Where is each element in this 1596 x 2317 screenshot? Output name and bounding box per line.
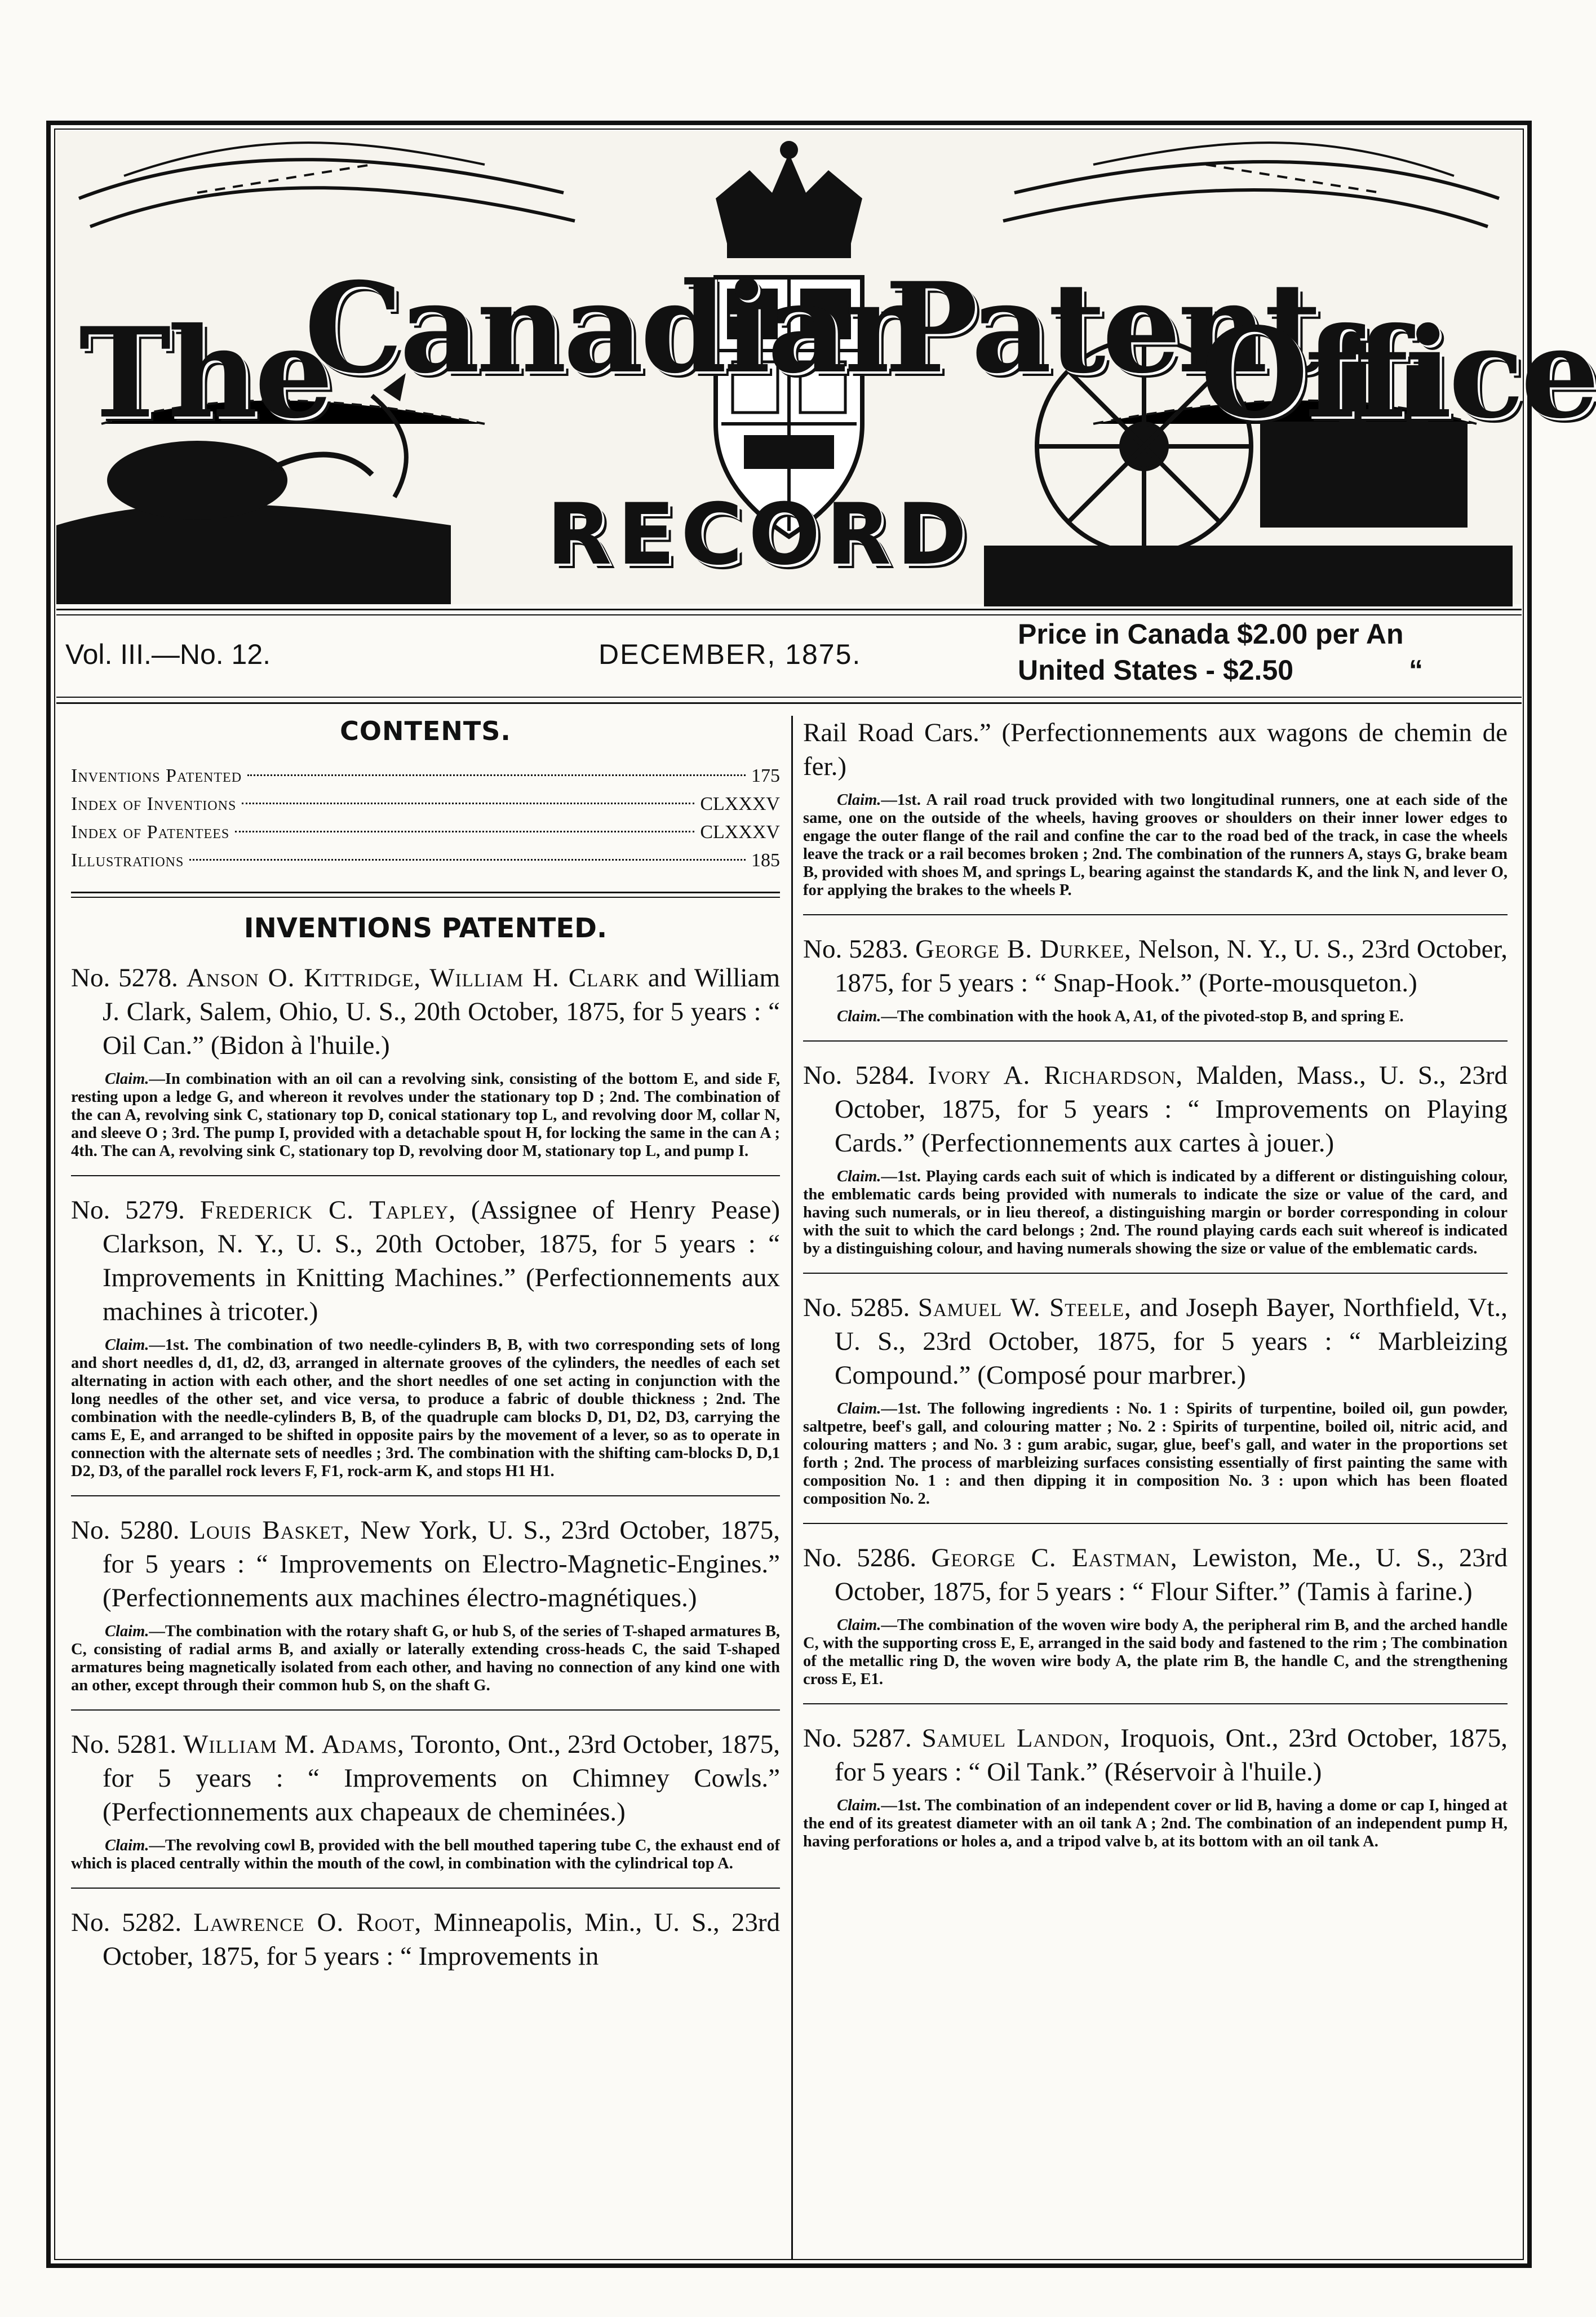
patent-entry [803,1058,1508,1274]
claim-text: The combination of the woven wire body A, the peripheral rim B, and the arched handle C, with the supporting cross E, E, arranged in the said body and fastened to the rim ; The combination of the metallic ring D, the woven wire body A, the plate rim B, the handle C, and the strengthening cross E, E1. [803,1616,1508,1688]
patent-heading [803,1721,1508,1789]
header-rule [56,614,1522,615]
patent-number: No. 5281. [71,1730,176,1759]
patent-details: Malden, Mass., U. S., 23rd October, 1875, for 5 years : “ Improvements on Playing Cards.” (Perfectionnements aux cartes à jouer.) [835,1061,1508,1158]
patent-heading [71,1193,780,1328]
claim-label: Claim. [105,1837,149,1854]
patent-entry [803,1291,1508,1524]
patent-number: No. 5287. [803,1724,912,1753]
price-canada: Price in Canada $2.00 per An [1018,618,1404,650]
patent-entry [803,1721,1508,1866]
claim-label: Claim. [105,1336,149,1354]
patentee-names: Lawrence O. Root, [193,1908,422,1937]
section-title: INVENTIONS PATENTED. [243,912,608,944]
patent-details: Nelson, N. Y., U. S., 23rd October, 1875, for 5 years : “ Snap-Hook.” (Porte-mousqueton.) [835,934,1508,998]
patent-details-continued: Rail Road Cars.” (Perfectionnements aux wagons de chemin de fer.) [803,718,1508,781]
claim-text: The combination with the hook A, A1, of the pivoted-stop B, and spring E. [897,1008,1404,1025]
patent-claim: Claim.—The revolving cowl B, provided with the bell mouthed tapering tube C, the exhaust end of which is placed centrally within the mouth of the cowl, in combination with the cylindrical top A. [71,1837,780,1872]
patent-heading [71,1727,780,1829]
claim-text: In combination with an oil can a revolving sink, consisting of the bottom E, and side F, resting upon a ledge G, and whereon it revolves under the stationary top D ; 2nd. The combination of the can A, revolving sink C, stationary top D, conical stationary top L, and revolving door M, collar N, and sleeve O ; 3rd. The pump I, provided with a detachable spout H, for locking the same in the can A ; 4th. The can A, revolving sink C, stationary top D, revolving door M, stationary top L, and pump I. [71,1070,780,1160]
patent-entry [71,1193,780,1496]
patent-entry [71,961,780,1176]
contents-item-label: Index of Inventions [71,794,237,814]
contents-title: CONTENTS. [340,716,511,746]
claim-label: Claim. [837,1616,881,1634]
patentee-names: Frederick C. Tapley, [200,1195,456,1225]
masthead-title-word: Patent [885,255,1319,401]
contents-item-page: CLXXXV [700,822,780,843]
claim-text: 1st. A rail road truck provided with two longitudinal runners, one at each side of the same, one on the outside of the wheels, having grooves or shoulders on their inner lower edges to engage the outer flange of the rail and confine the car to the road bed of the track, in case the wheels leave the track or a rail becomes broken ; 2nd. The combination of the runners A, stays G, brake beam B, provided with shoes M, and springs L, bearing against the standards K, and the link N, and lever O, for applying the brakes to the wheels P. [803,791,1508,899]
patent-number: No. 5280. [71,1516,180,1545]
masthead [56,131,1596,604]
contents-item [71,818,780,847]
claim-label: Claim. [105,1070,149,1088]
patent-claim: Claim.—The combination of the woven wire body A, the peripheral rim B, and the arched handle C, with the supporting cross E, E, arranged in the said body and fastened to the rim ; The combination of the metallic ring D, the woven wire body A, the plate rim B, the handle C, and the strengthening cross E, E1. [803,1616,1508,1688]
contents-item [71,762,780,790]
claim-label: Claim. [837,791,881,809]
claim-label: Claim. [105,1623,149,1640]
contents-item-label: Index of Patentees [71,822,230,843]
masthead-title-word: The [79,300,330,446]
patent-number: No. 5284. [803,1061,915,1090]
patentee-names: George B. Durkee, [915,934,1132,964]
patent-details: New York, U. S., 23rd October, 1875, for 5 years : “ Improvements on Electro-Magnetic-Engines.” (Perfectionnements aux machines électro-magnétiques.) [103,1516,780,1612]
section-rule [71,892,780,898]
patentee-names: Louis Basket, [189,1516,351,1545]
patent-number: No. 5285. [803,1293,910,1322]
claim-text: 1st. The combination of two needle-cylinders B, B, with two corresponding sets of long and short needles d, d1, d2, d3, arranged in alternate grooves of the cylinders, the needles of each set alternating in action with each other, and the short needles of one set acting in conjunction with the long needles of the other set, and vice versa, to produce a fabric of double thickness ; 2nd. The combination with the needle-cylinders B, B, of the quadruple cam blocks D, D1, D2, D3, carrying the cams E, E, and arranged to be shifted in opposite pairs by the movement of a lever, so as to operate in connection with the alternate sets of needles ; 3rd. The combination with the shifting cam-blocks D, D,1 D2, D3, of the parallel rock levers F, F1, rock-arm K, and stops H1 H1. [71,1336,780,1480]
patent-details: Lewiston, Me., U. S., 23rd October, 1875, for 5 years : “ Flour Sifter.” (Tamis à farine.) [835,1543,1508,1606]
leader-dots [189,859,746,861]
claim-text: 1st. The combination of an independent cover or lid B, having a dome or cap I, hinged at the end of its greatest diameter with an oil tank A ; 2nd. The combination of an independent pump H, having perforations or holes a, and a tripod valve b, at its bottom with an oil tank A. [803,1797,1508,1850]
masthead-record-word: RECORD [547,486,973,584]
patent-claim: Claim.—1st. Playing cards each suit of which is indicated by a different or distinguishing colour, the emblematic cards being provided with numerals to indicate the size or value of the card, and having such numerals, or in lieu thereof, a distinguishing margin or border corresponding in colour with the suit to which the card belongs ; 2nd. The round playing cards each suit whereof is indicated by a distinguishing colour, and having numerals showing the size or value of the emblematic cards. [803,1168,1508,1257]
patent-claim: Claim.—1st. The combination of two needle-cylinders B, B, with two corresponding sets of long and short needles d, d1, d2, d3, arranged in alternate grooves of the cylinders, the needles of each set alternating in action with each other, and the short needles of one set acting in conjunction with the long needles of the other set, and vice versa, to produce a fabric of double thickness ; 2nd. The combination with the needle-cylinders B, B, of the quadruple cam blocks D, D1, D2, D3, carrying the cams E, E, and arranged to be shifted in opposite pairs by the movement of a lever, so as to operate in connection with the alternate sets of needles ; 3rd. The combination with the shifting cam-blocks D, D,1 D2, D3, of the parallel rock levers F, F1, rock-arm K, and stops H1 H1. [71,1336,780,1480]
price-us: United States - $2.50 [1018,654,1294,686]
crown-icon [716,141,862,258]
left-column [71,716,780,2005]
patent-number: No. 5282. [71,1908,182,1937]
patent-details: and Joseph Bayer, Northfield, Vt., U. S., 23rd October, 1875, for 5 years : “ Marbleizing Compound.” (Composé pour marbrer.) [835,1293,1508,1390]
leader-dots [247,774,746,776]
contents-list [71,762,780,875]
contents-item-page: CLXXXV [700,794,780,814]
contents-item-page: 175 [751,765,780,786]
patent-heading [803,1541,1508,1609]
leader-dots [235,831,694,832]
patent-number: No. 5286. [803,1543,917,1572]
contents-item [71,847,780,875]
patent-heading [71,1513,780,1615]
leader-dots [242,803,694,804]
column-divider [791,716,793,2260]
claim-text: The combination with the rotary shaft G, or hub S, of the series of T-shaped armatures B, C, consisting of radial arms B, and axially or laterally extending cross-heads C, the said T-shaped armatures being magnetically isolated from each other, and having no connection of any kind one with an other, except through their common hub S, on the shaft G. [71,1623,780,1694]
patent-details: Toronto, Ont., 23rd October, 1875, for 5 years : “ Improvements on Chimney Cowls.” (Perfectionnements aux chapeaux de cheminées.) [103,1730,781,1827]
masthead-title-word: Office [1200,300,1596,446]
claim-label: Claim. [837,1008,881,1025]
patent-claim: Claim.—1st. A rail road truck provided with two longitudinal runners, one at each side of the same, one on the outside of the wheels, having grooves or shoulders on their inner lower edges to engage the outer flange of the rail and confine the car to the road bed of the track, in case the wheels leave the track or a rail becomes broken ; 2nd. The combination of the runners A, stays G, brake beam B, provided with shoes M, and springs L, bearing against the standards K, and the link N, and lever O, for applying the brakes to the wheels P. [803,791,1508,899]
patent-entry [803,1541,1508,1704]
patent-heading [803,932,1508,1000]
patent-heading [803,1058,1508,1160]
claim-label: Claim. [837,1168,881,1185]
issue-date: DECEMBER, 1875. [598,639,862,670]
claim-label: Claim. [837,1400,881,1417]
contents-item-label: Inventions Patented [71,765,242,786]
patent-claim: Claim.—1st. The combination of an independent cover or lid B, having a dome or cap I, hinged at the end of its greatest diameter with an oil tank A ; 2nd. The combination of an independent pump H, having perforations or holes a, and a tripod valve b, at its bottom with an oil tank A. [803,1797,1508,1850]
patent-heading [71,961,780,1062]
patent-entry [71,1906,780,1988]
patent-claim: Claim.—The combination with the hook A, A1, of the pivoted-stop B, and spring E. [837,1008,1404,1025]
patentee-names: Samuel W. Steele, [917,1293,1132,1322]
patentee-names: Ivory A. Richardson, [928,1061,1183,1090]
contents-item [71,790,780,818]
patent-heading [803,1291,1508,1392]
patent-number: No. 5279. [71,1195,185,1225]
header-rule [56,697,1522,698]
patentee-names: George C. Eastman, [931,1543,1178,1572]
patent-details: Minneapolis, Min., U. S., 23rd October, 1875, for 5 years : “ Improvements in [103,1908,781,1971]
right-column [803,716,1508,1882]
contents-item-label: Illustrations [71,850,184,871]
patent-entry [71,1727,780,1889]
patent-entry [71,1513,780,1711]
patent-heading [71,1906,780,1973]
claim-text: The revolving cowl B, provided with the bell mouthed tapering tube C, the exhaust end of which is placed centrally within the mouth of the cowl, in combination with the cylindrical top A. [71,1837,780,1872]
patent-claim: Claim.—In combination with an oil can a revolving sink, consisting of the bottom E, and side F, resting upon a ledge G, and whereon it revolves under the stationary top D ; 2nd. The combination of the can A, revolving sink C, stationary top D, conical stationary top L, and revolving door M, collar N, and sleeve O ; 3rd. The pump I, provided with a detachable spout H, for locking the same in the can A ; 4th. The can A, revolving sink C, stationary top D, revolving door M, stationary top L, and pump I. [71,1070,780,1160]
patent-entry [803,932,1508,1042]
patent-number: No. 5278. [71,963,178,993]
header-rule [56,702,1522,704]
volume-number: Vol. III.—No. 12. [65,639,271,670]
patent-details: (Assignee of Henry Pease) Clarkson, N. Y., U. S., 20th October, 1875, for 5 years : “ Improvements in Knitting Machines.” (Perfectionnements aux machines à tricoter.) [103,1195,780,1326]
price-us-ditto: “ [1409,654,1423,686]
patent-details: and William J. Clark, Salem, Ohio, U. S., 20th October, 1875, for 5 years : “ Oil Can.” (Bidon à l'huile.) [103,963,781,1060]
patentee-names: William M. Adams, [183,1730,405,1759]
patentee-names: Samuel Landon, [921,1724,1111,1753]
patent-number: No. 5283. [803,934,908,964]
claim-text: 1st. The following ingredients : No. 1 : Spirits of turpentine, boiled oil, gun powder, saltpetre, beef's gall, and colouring matter ; No. 2 : Spirits of turpentine, boiled oil, nitric acid, and colouring matters ; and No. 3 : gum arabic, sugar, glue, beef's gall, and water in the proportions set forth ; 2nd. The process of marbleizing surfaces consisting essentially of first painting the same with composition No. 1 : and then dipping it in composition No. 3 : upon which has been floated composition No. 2. [803,1400,1508,1508]
header-rule [56,609,1522,610]
patent-entry-continued [803,716,1508,915]
patent-claim: Claim.—1st. The following ingredients : No. 1 : Spirits of turpentine, boiled oil, gun powder, saltpetre, beef's gall, and colouring matter ; No. 2 : Spirits of turpentine, boiled oil, nitric acid, and colouring matters ; and No. 3 : gum arabic, sugar, glue, beef's gall, and water in the proportions set forth ; 2nd. The process of marbleizing surfaces consisting essentially of first painting the same with composition No. 1 : and then dipping it in composition No. 3 : upon which has been floated composition No. 2. [803,1400,1508,1508]
claim-label: Claim. [837,1797,881,1814]
patent-details: Iroquois, Ont., 23rd October, 1875, for 5 years : “ Oil Tank.” (Réservoir à l'huile.) [835,1724,1508,1787]
contents-item-page: 185 [751,850,780,871]
masthead-title-word: Canadian [304,255,932,401]
claim-text: 1st. Playing cards each suit of which is indicated by a different or distinguishing colour, the emblematic cards being provided with numerals to indicate the size or value of the card, and having such numerals, or in lieu thereof, a distinguishing margin or border corresponding in colour with the suit to which the card belongs ; 2nd. The round playing cards each suit whereof is indicated by a distinguishing colour, and having numerals showing the size or value of the emblematic cards. [803,1168,1508,1257]
patent-claim: Claim.—The combination with the rotary shaft G, or hub S, of the series of T-shaped armatures B, C, consisting of radial arms B, and axially or laterally extending cross-heads C, the said T-shaped armatures being magnetically isolated from each other, and having no connection of any kind one with an other, except through their common hub S, on the shaft G. [71,1623,780,1694]
patentee-names: Anson O. Kittridge, William H. Clark [186,963,640,993]
